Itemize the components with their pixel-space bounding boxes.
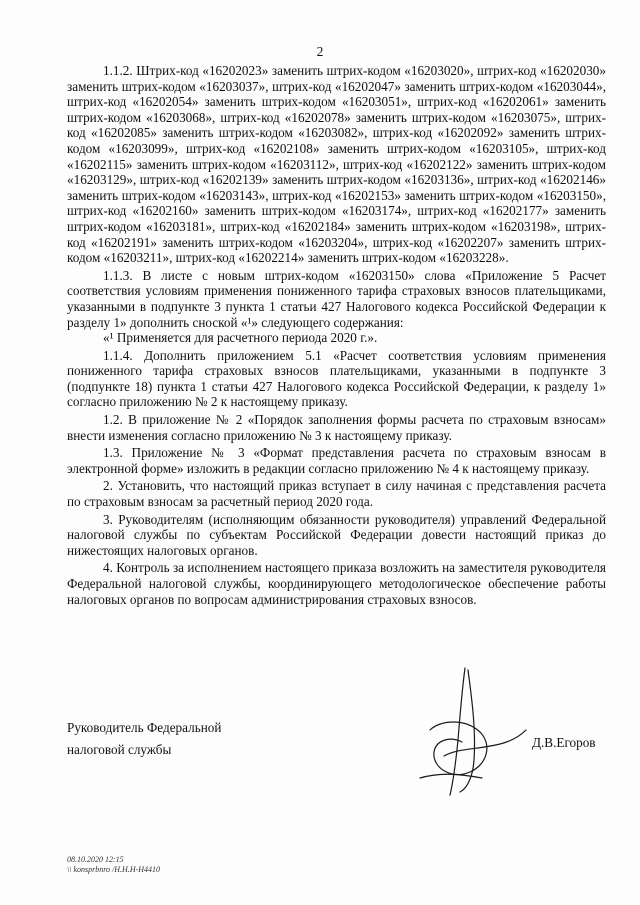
footer-timestamp: 08.10.2020 12:15 bbox=[67, 855, 124, 864]
paragraph-3: 3. Руководителям (исполняющим обязанности руководителя) управлений Федеральной налоговой службы по субъектам Российской Федерации довести настоящий приказ до нижестоящих налоговых органов. bbox=[67, 511, 606, 558]
paragraph-4: 4. Контроль за исполнением настоящего приказа возложить на заместителя руководителя Федеральной налоговой службы, координирующего методологическое обеспечение работы налоговых органов по вопросам администрирования страховых взносов. bbox=[67, 560, 606, 607]
paragraph-1-2: 1.2. В приложение № 2 «Порядок заполнения формы расчета по страховым взносам» внести изменения согласно приложению № 3 к настоящему приказу. bbox=[67, 412, 606, 443]
footer-file-ref: \\ konsprbnro /Н.Н.Н-Н4410 bbox=[67, 865, 161, 874]
paragraph-1-1-3: 1.1.3. В листе с новым штрих-кодом «16203150» слова «Приложение 5 Расчет соответствия условиям применения пониженного тарифа страховых взносов плательщиками, указанными в подпункте 3 пункта 1 статьи 427 Налогового кодекса Российской Федерации к разделу 1» дополнить сноской «¹» следующего содержания: bbox=[67, 267, 606, 330]
signatory-title-line2: налоговой службы bbox=[67, 742, 172, 757]
page-number: 2 bbox=[316, 44, 324, 59]
paragraph-1-1-4: 1.1.4. Дополнить приложением 5.1 «Расчет соответствия условиям применения пониженного тарифа страховых взносов плательщиками, указанными в подпункте 3 (подпункте 18) пункта 1 статьи 427 Налогового кодекса Российской Федерации, к разделу 1» согласно приложению № 2 к настоящему приказу. bbox=[67, 347, 606, 410]
signatory-title-line1: Руководитель Федеральной bbox=[67, 720, 222, 735]
paragraph-1-3: 1.3. Приложение № 3 «Формат представления расчета по страховым взносам в электронной форме» изложить в редакции согласно приложению № 4 к настоящему приказу. bbox=[67, 445, 606, 476]
document-footer bbox=[67, 855, 160, 875]
paragraph-1-1-2: 1.1.2. Штрих-код «16202023» заменить штрих-кодом «16203020», штрих-код «16202030» заменить штрих-кодом «16203037», штрих-код «16202047» заменить штрих-кодом «16203044», штрих-код «16202054» заменить штрих-кодом «16203051», штрих-код «16202061» заменить штрих-кодом «16203068», штрих-код «16202078» заменить штрих-кодом «16203075», штрих-код «16202085» заменить штрих-кодом «16203082», штрих-код «16202092» заменить штрих-кодом «16203099», штрих-код «16202108» заменить штрих-кодом «16203105», штрих-код «16202115» заменить штрих-кодом «16203112», штрих-код «16202122» заменить штрих-кодом «16203129», штрих-код «16202139» заменить штрих-кодом «16203136», штрих-код «16202146» заменить штрих-кодом «16203143», штрих-код «16202153» заменить штрих-кодом «16203150», штрих-код «16202160» заменить штрих-кодом «16203174», штрих-код «16202177» заменить штрих-кодом «16203181», штрих-код «16202184» заменить штрих-кодом «16203198», штрих-код «16202191» заменить штрих-кодом «16203204», штрих-код «16202207» заменить штрих-кодом «16203211», штрих-код «16202214» заменить штрих-кодом «16203228». bbox=[67, 63, 606, 266]
signatory-title bbox=[67, 717, 221, 761]
paragraph-footnote: «¹ Применяется для расчетного периода 2020 г.». bbox=[103, 330, 378, 346]
paragraph-2: 2. Установить, что настоящий приказ вступает в силу начиная с представления расчета по страховым взносам за расчетный период 2020 года. bbox=[67, 478, 606, 510]
signatory-name: Д.В.Егоров bbox=[532, 735, 596, 750]
handwritten-signature bbox=[410, 660, 530, 800]
document-body bbox=[67, 63, 606, 607]
